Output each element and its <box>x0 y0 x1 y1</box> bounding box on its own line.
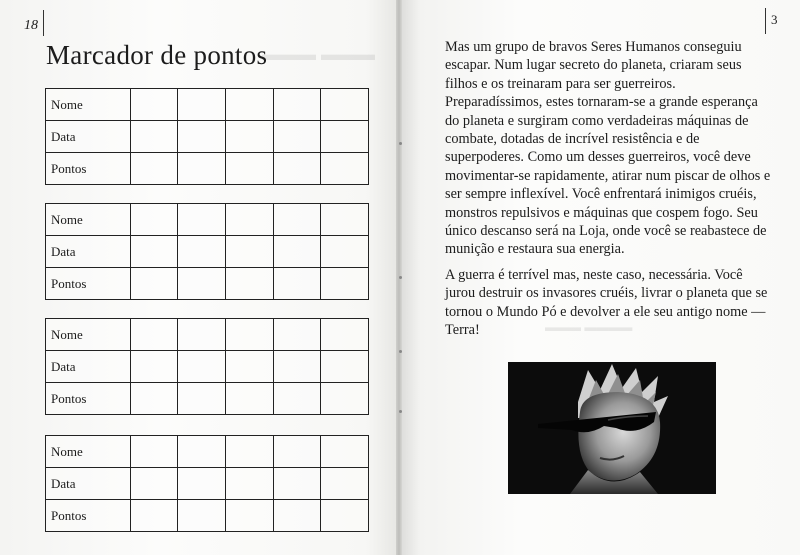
score-cell[interactable] <box>273 351 321 383</box>
score-label: Nome <box>46 204 131 236</box>
score-cell[interactable] <box>226 89 274 121</box>
score-cell[interactable] <box>130 153 178 185</box>
binding-mark <box>399 350 402 353</box>
score-cell[interactable] <box>321 436 369 468</box>
score-cell[interactable] <box>273 153 321 185</box>
score-cell[interactable] <box>178 236 226 268</box>
score-cell[interactable] <box>226 500 274 532</box>
score-cell[interactable] <box>321 204 369 236</box>
show-through-texture: ▬▬▬ ▬▬▬ <box>262 44 376 64</box>
page-title: Marcador de pontos <box>46 40 268 70</box>
score-cell[interactable] <box>130 268 178 300</box>
score-cell[interactable] <box>273 89 321 121</box>
score-cell[interactable] <box>178 468 226 500</box>
score-cell[interactable] <box>178 319 226 351</box>
score-cell[interactable] <box>178 204 226 236</box>
score-table-1 <box>45 88 369 185</box>
score-cell[interactable] <box>178 383 226 415</box>
binding-mark <box>399 410 402 413</box>
score-cell[interactable] <box>226 383 274 415</box>
hero-portrait-image <box>508 362 716 494</box>
score-cell[interactable] <box>321 351 369 383</box>
score-row-date <box>46 236 369 268</box>
hero-portrait-icon <box>508 362 716 494</box>
score-cell[interactable] <box>273 468 321 500</box>
score-table-4 <box>45 435 369 532</box>
binding-mark <box>399 142 402 145</box>
score-cell[interactable] <box>321 153 369 185</box>
score-label: Nome <box>46 319 131 351</box>
score-cell[interactable] <box>130 89 178 121</box>
score-cell[interactable] <box>321 236 369 268</box>
score-cell[interactable] <box>178 500 226 532</box>
score-cell[interactable] <box>321 500 369 532</box>
score-cell[interactable] <box>273 121 321 153</box>
score-cell[interactable] <box>226 204 274 236</box>
page-number-rule <box>765 8 766 34</box>
score-row-name <box>46 89 369 121</box>
score-cell[interactable] <box>321 319 369 351</box>
score-table-2 <box>45 203 369 300</box>
score-row-date <box>46 351 369 383</box>
score-table-3 <box>45 318 369 415</box>
score-cell[interactable] <box>226 468 274 500</box>
score-row-date <box>46 121 369 153</box>
score-cell[interactable] <box>226 268 274 300</box>
story-paragraph-2: A guerra é terrível mas, neste caso, necessária. Você jurou destruir os invasores cruéis, livrar o planeta que se tornou o Mundo Pó e devolver a ele seu antigo nome — Terra! <box>445 267 768 339</box>
score-cell[interactable] <box>130 319 178 351</box>
score-label: Data <box>46 468 131 500</box>
score-cell[interactable] <box>130 436 178 468</box>
score-cell[interactable] <box>178 121 226 153</box>
score-cell[interactable] <box>130 236 178 268</box>
score-cell[interactable] <box>226 121 274 153</box>
score-label: Data <box>46 121 131 153</box>
score-label: Pontos <box>46 500 131 532</box>
score-row-points <box>46 500 369 532</box>
score-label: Data <box>46 236 131 268</box>
score-cell[interactable] <box>178 351 226 383</box>
score-cell[interactable] <box>178 153 226 185</box>
score-label: Pontos <box>46 383 131 415</box>
score-cell[interactable] <box>130 468 178 500</box>
score-label: Pontos <box>46 268 131 300</box>
page-number-right: 3 <box>771 12 778 27</box>
score-cell[interactable] <box>226 153 274 185</box>
score-cell[interactable] <box>321 268 369 300</box>
score-cell[interactable] <box>273 436 321 468</box>
score-label: Nome <box>46 89 131 121</box>
score-cell[interactable] <box>321 468 369 500</box>
score-row-points <box>46 383 369 415</box>
score-row-name <box>46 204 369 236</box>
score-cell[interactable] <box>273 319 321 351</box>
score-cell[interactable] <box>130 204 178 236</box>
score-cell[interactable] <box>130 121 178 153</box>
score-row-points <box>46 153 369 185</box>
page-number-rule <box>43 10 44 36</box>
score-cell[interactable] <box>226 351 274 383</box>
show-through-texture: ▬▬▬ ▬▬▬▬ <box>545 320 633 334</box>
score-cell[interactable] <box>321 383 369 415</box>
score-cell[interactable] <box>273 268 321 300</box>
story-paragraph-1: Mas um grupo de bravos Seres Humanos conseguiu escapar. Num lugar secreto do planeta, criaram seus filhos e os treinaram para ser guerreiros. Preparadíssimos, estes tornaram-se a grande esperança do planeta e surgiram como verdadeiras máquinas de combate, dotadas de incrível resistência e de superpoderes. Como um desses guerreiros, você deve movimentar-se rapidamente, atirar num piscar de olhos e ser sempre inflexível. Você enfrentará inimigos cruéis, monstros repulsivos e máquinas que cospem fogo. Seu único descanso será na Loja, onde você se reabastece de munição e restaura sua energia. <box>445 39 771 258</box>
score-row-points <box>46 268 369 300</box>
score-cell[interactable] <box>130 351 178 383</box>
score-row-name <box>46 319 369 351</box>
score-cell[interactable] <box>178 89 226 121</box>
score-row-date <box>46 468 369 500</box>
page-number-left: 18 <box>24 18 38 33</box>
score-row-name <box>46 436 369 468</box>
score-cell[interactable] <box>130 383 178 415</box>
score-label: Nome <box>46 436 131 468</box>
score-cell[interactable] <box>273 383 321 415</box>
score-cell[interactable] <box>273 500 321 532</box>
score-cell[interactable] <box>273 204 321 236</box>
score-cell[interactable] <box>321 121 369 153</box>
score-cell[interactable] <box>226 436 274 468</box>
score-cell[interactable] <box>130 500 178 532</box>
score-cell[interactable] <box>178 268 226 300</box>
score-cell[interactable] <box>321 89 369 121</box>
score-label: Data <box>46 351 131 383</box>
score-cell[interactable] <box>178 436 226 468</box>
score-cell[interactable] <box>226 236 274 268</box>
score-cell[interactable] <box>226 319 274 351</box>
score-label: Pontos <box>46 153 131 185</box>
binding-mark <box>399 276 402 279</box>
score-cell[interactable] <box>273 236 321 268</box>
